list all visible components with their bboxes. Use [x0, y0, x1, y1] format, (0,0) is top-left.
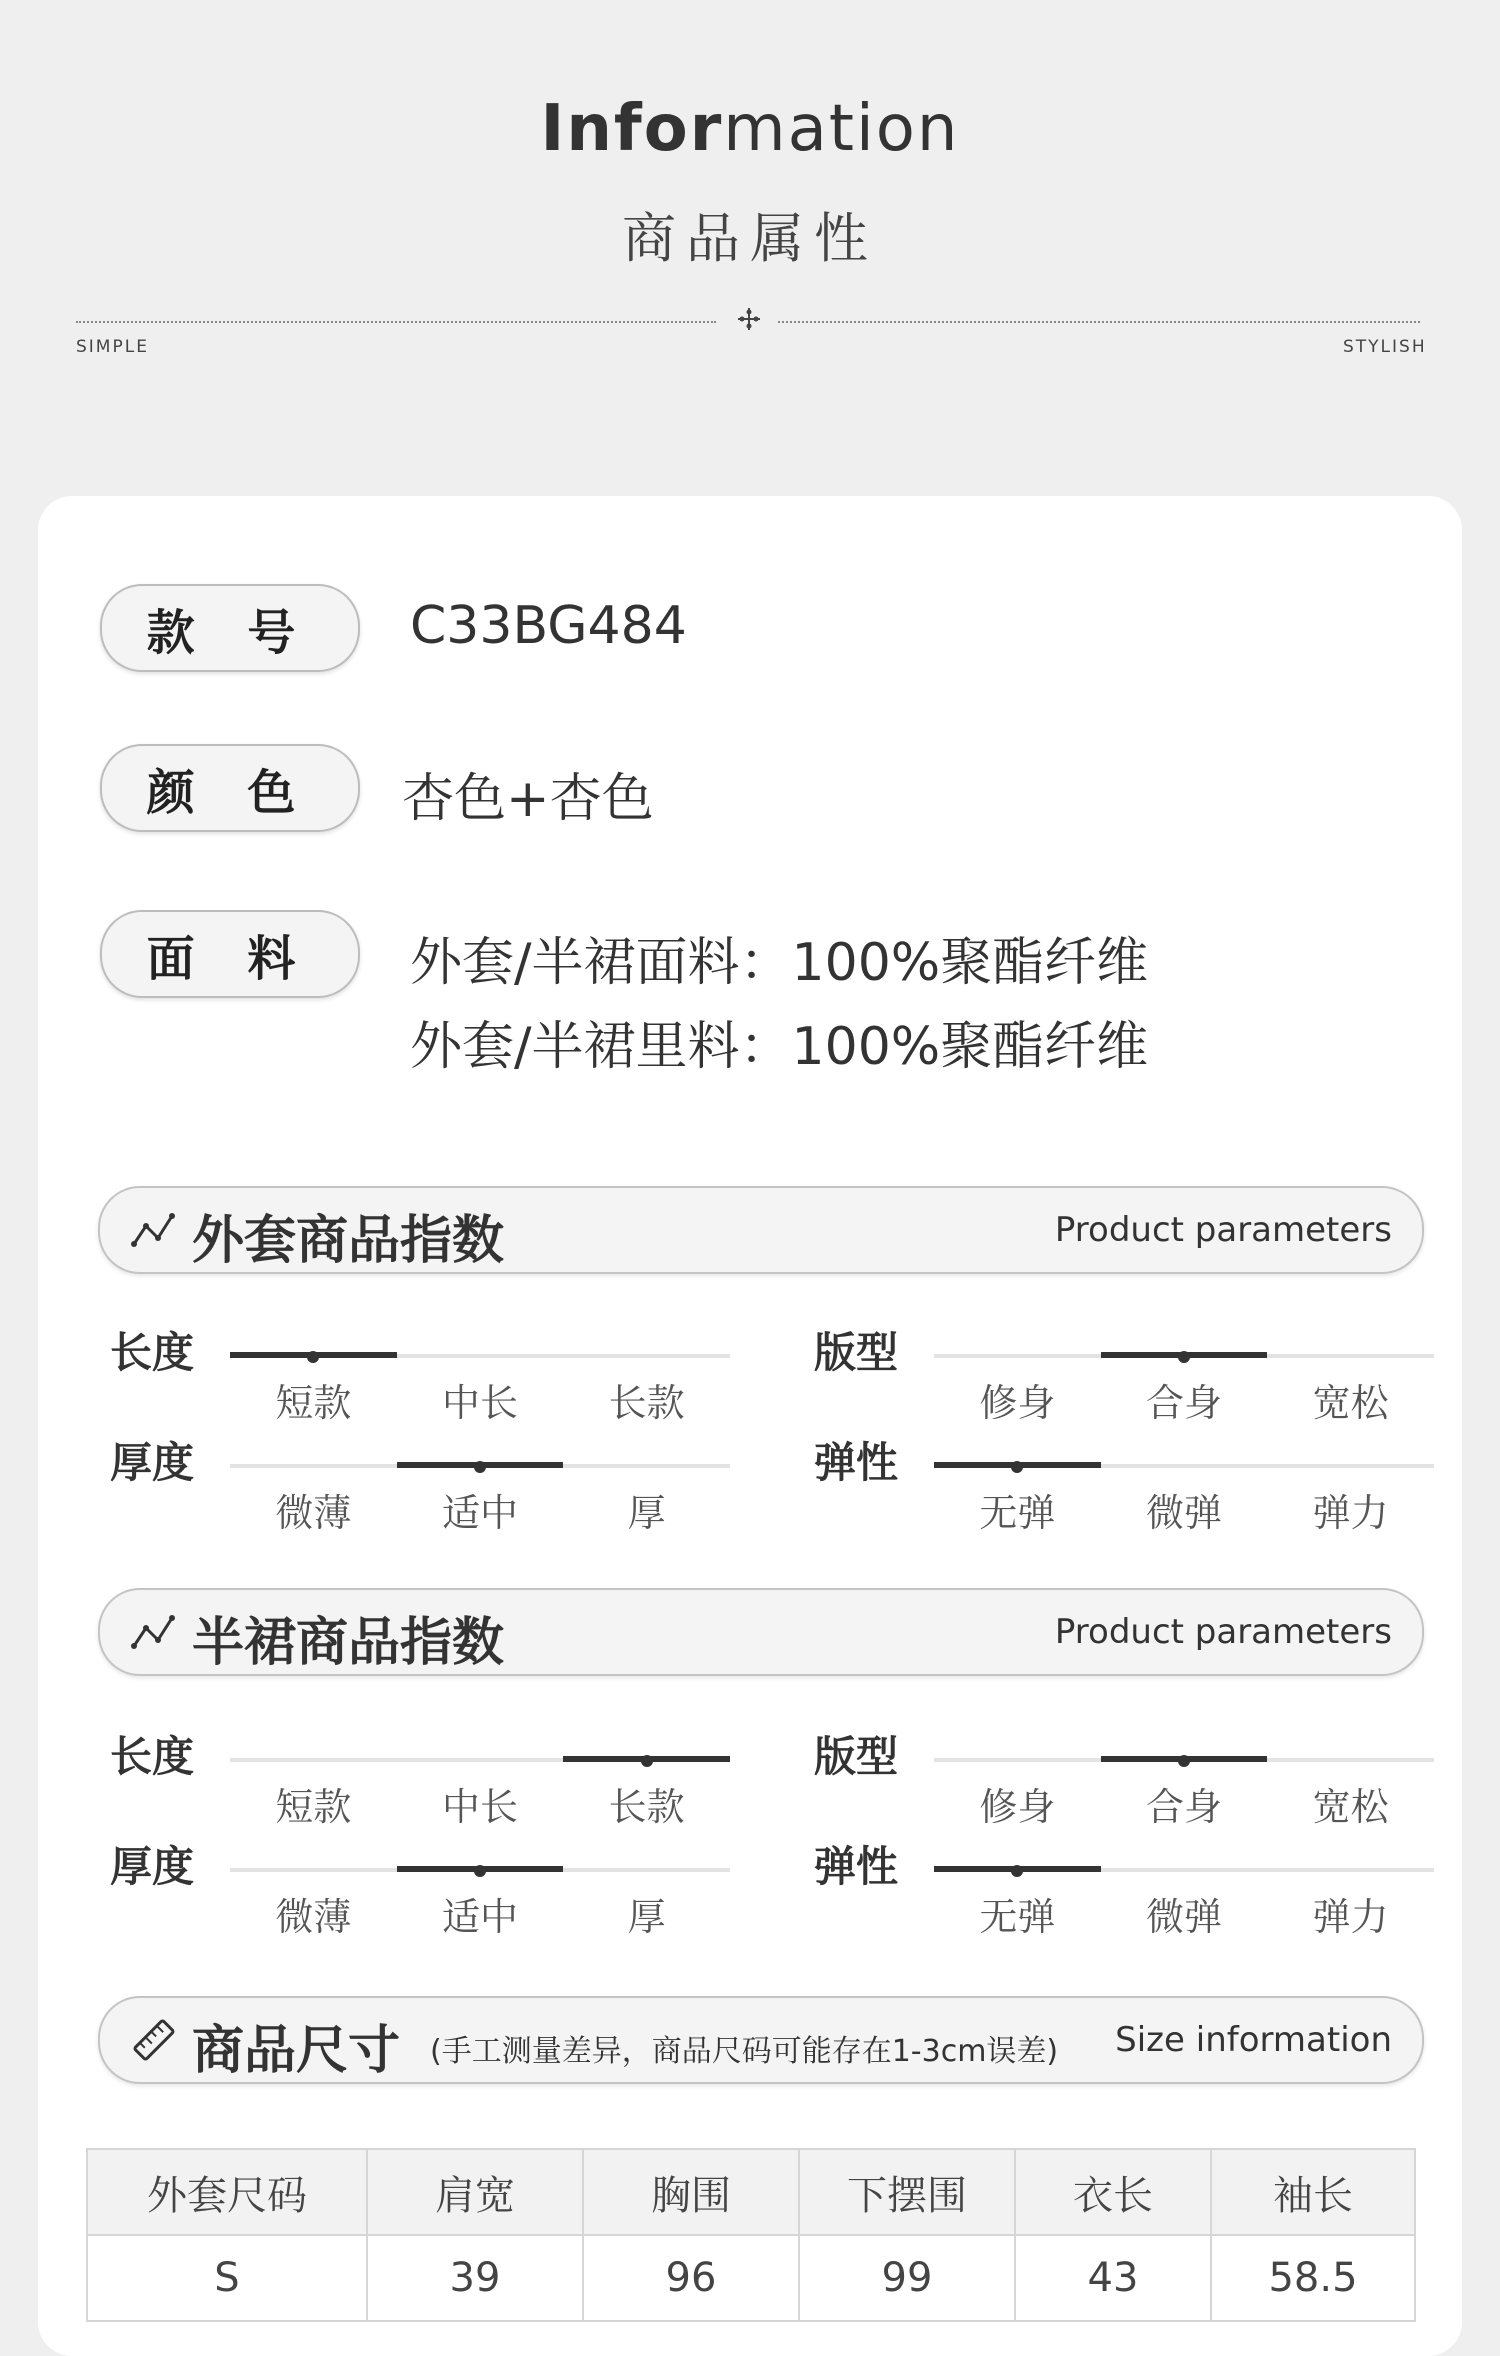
- size-title: 商品尺寸: [192, 2021, 401, 2081]
- scale-option: 合身: [1145, 1785, 1222, 1829]
- scale-option: 微弹: [1145, 1895, 1222, 1939]
- scale-marker: [641, 1755, 653, 1767]
- cross-ornament-icon: [734, 304, 764, 334]
- index-label: 长度: [110, 1328, 195, 1377]
- scale-option: 弹力: [1312, 1895, 1389, 1939]
- scale-option: 短款: [275, 1381, 352, 1425]
- title-light: mation: [723, 92, 960, 166]
- title-bold: Infor: [540, 92, 724, 166]
- page-header: [0, 0, 1500, 480]
- fabric-label: 面 料: [100, 910, 360, 998]
- index-scale: [934, 1464, 1434, 1535]
- index-label: 弹性: [814, 1842, 899, 1891]
- scale-option: 弹力: [1312, 1491, 1389, 1535]
- skirt-index-bar: [98, 1588, 1424, 1676]
- ruler-icon: [130, 2018, 178, 2062]
- skirt-index-title-en: Product parameters: [1054, 1612, 1392, 1652]
- size-table-header: 肩宽: [367, 2149, 583, 2235]
- size-table-header: 下摆围: [799, 2149, 1015, 2235]
- size-title-en: Size information: [1115, 2020, 1392, 2060]
- scale-option: 适中: [441, 1491, 518, 1535]
- divider-left: [76, 321, 716, 323]
- style-no-label: 款 号: [100, 584, 360, 672]
- table-cell: 39: [367, 2235, 583, 2321]
- table-cell: 96: [583, 2235, 799, 2321]
- scale-option: 宽松: [1312, 1785, 1389, 1829]
- scale-option: 修身: [979, 1381, 1056, 1425]
- table-cell: 43: [1015, 2235, 1211, 2321]
- side-word-right: STYLISH: [1343, 337, 1427, 357]
- scale-option: 微弹: [1145, 1491, 1222, 1535]
- style-no-value: C33BG484: [410, 596, 687, 656]
- scale-marker: [1178, 1755, 1190, 1767]
- scale-option: 短款: [275, 1785, 352, 1829]
- size-table-header-row: [87, 2149, 1415, 2235]
- divider-right: [778, 321, 1420, 323]
- size-table-header: 胸围: [583, 2149, 799, 2235]
- table-cell: 99: [799, 2235, 1015, 2321]
- trend-line-icon: [130, 1208, 178, 1252]
- index-scale: [230, 1758, 730, 1829]
- index-scale: [934, 1868, 1434, 1939]
- table-row: [87, 2235, 1415, 2321]
- scale-option: 修身: [979, 1785, 1056, 1829]
- index-label: 厚度: [110, 1842, 195, 1891]
- scale-marker: [1011, 1461, 1023, 1473]
- skirt-index-title: 半裙商品指数: [192, 1613, 505, 1673]
- size-table: [86, 2148, 1416, 2322]
- table-cell: 58.5: [1211, 2235, 1415, 2321]
- scale-option: 中长: [441, 1381, 518, 1425]
- fabric-line-2: 外套/半裙里料：100%聚酯纤维: [410, 1017, 1149, 1077]
- scale-option: 中长: [441, 1785, 518, 1829]
- index-scale: [934, 1354, 1434, 1425]
- scale-marker: [1011, 1865, 1023, 1877]
- jacket-index-title: 外套商品指数: [192, 1211, 505, 1271]
- index-scale: [230, 1354, 730, 1425]
- scale-marker: [1178, 1351, 1190, 1363]
- index-label: 弹性: [814, 1438, 899, 1487]
- scale-option: 无弹: [979, 1895, 1056, 1939]
- scale-option: 厚: [627, 1491, 666, 1535]
- index-label: 版型: [814, 1732, 899, 1781]
- size-info-bar: [98, 1996, 1424, 2084]
- index-scale: [934, 1758, 1434, 1829]
- scale-option: 宽松: [1312, 1381, 1389, 1425]
- jacket-index-bar: [98, 1186, 1424, 1274]
- color-label: 颜 色: [100, 744, 360, 832]
- size-table-header: 衣长: [1015, 2149, 1211, 2235]
- scale-option: 长款: [608, 1785, 685, 1829]
- color-value: 杏色+杏色: [402, 769, 654, 829]
- scale-marker: [474, 1461, 486, 1473]
- scale-option: 微薄: [275, 1491, 352, 1535]
- index-scale: [230, 1464, 730, 1535]
- scale-option: 合身: [1145, 1381, 1222, 1425]
- fabric-line-1: 外套/半裙面料：100%聚酯纤维: [410, 933, 1149, 993]
- size-note: (手工测量差异，商品尺码可能存在1-3cm误差): [430, 2034, 1059, 2069]
- page-title: [0, 92, 1500, 166]
- index-label: 长度: [110, 1732, 195, 1781]
- index-label: 版型: [814, 1328, 899, 1377]
- scale-option: 无弹: [979, 1491, 1056, 1535]
- index-label: 厚度: [110, 1438, 195, 1487]
- side-word-left: SIMPLE: [76, 337, 149, 357]
- scale-option: 微薄: [275, 1895, 352, 1939]
- scale-option: 适中: [441, 1895, 518, 1939]
- scale-option: 厚: [627, 1895, 666, 1939]
- size-table-header: 外套尺码: [87, 2149, 367, 2235]
- jacket-index-title-en: Product parameters: [1054, 1210, 1392, 1250]
- index-scale: [230, 1868, 730, 1939]
- scale-marker: [474, 1865, 486, 1877]
- scale-option: 长款: [608, 1381, 685, 1425]
- scale-marker: [307, 1351, 319, 1363]
- info-card: [38, 496, 1462, 2356]
- page-subtitle: 商品属性: [622, 207, 878, 270]
- size-table-header: 袖长: [1211, 2149, 1415, 2235]
- table-cell: S: [87, 2235, 367, 2321]
- trend-line-icon: [130, 1610, 178, 1654]
